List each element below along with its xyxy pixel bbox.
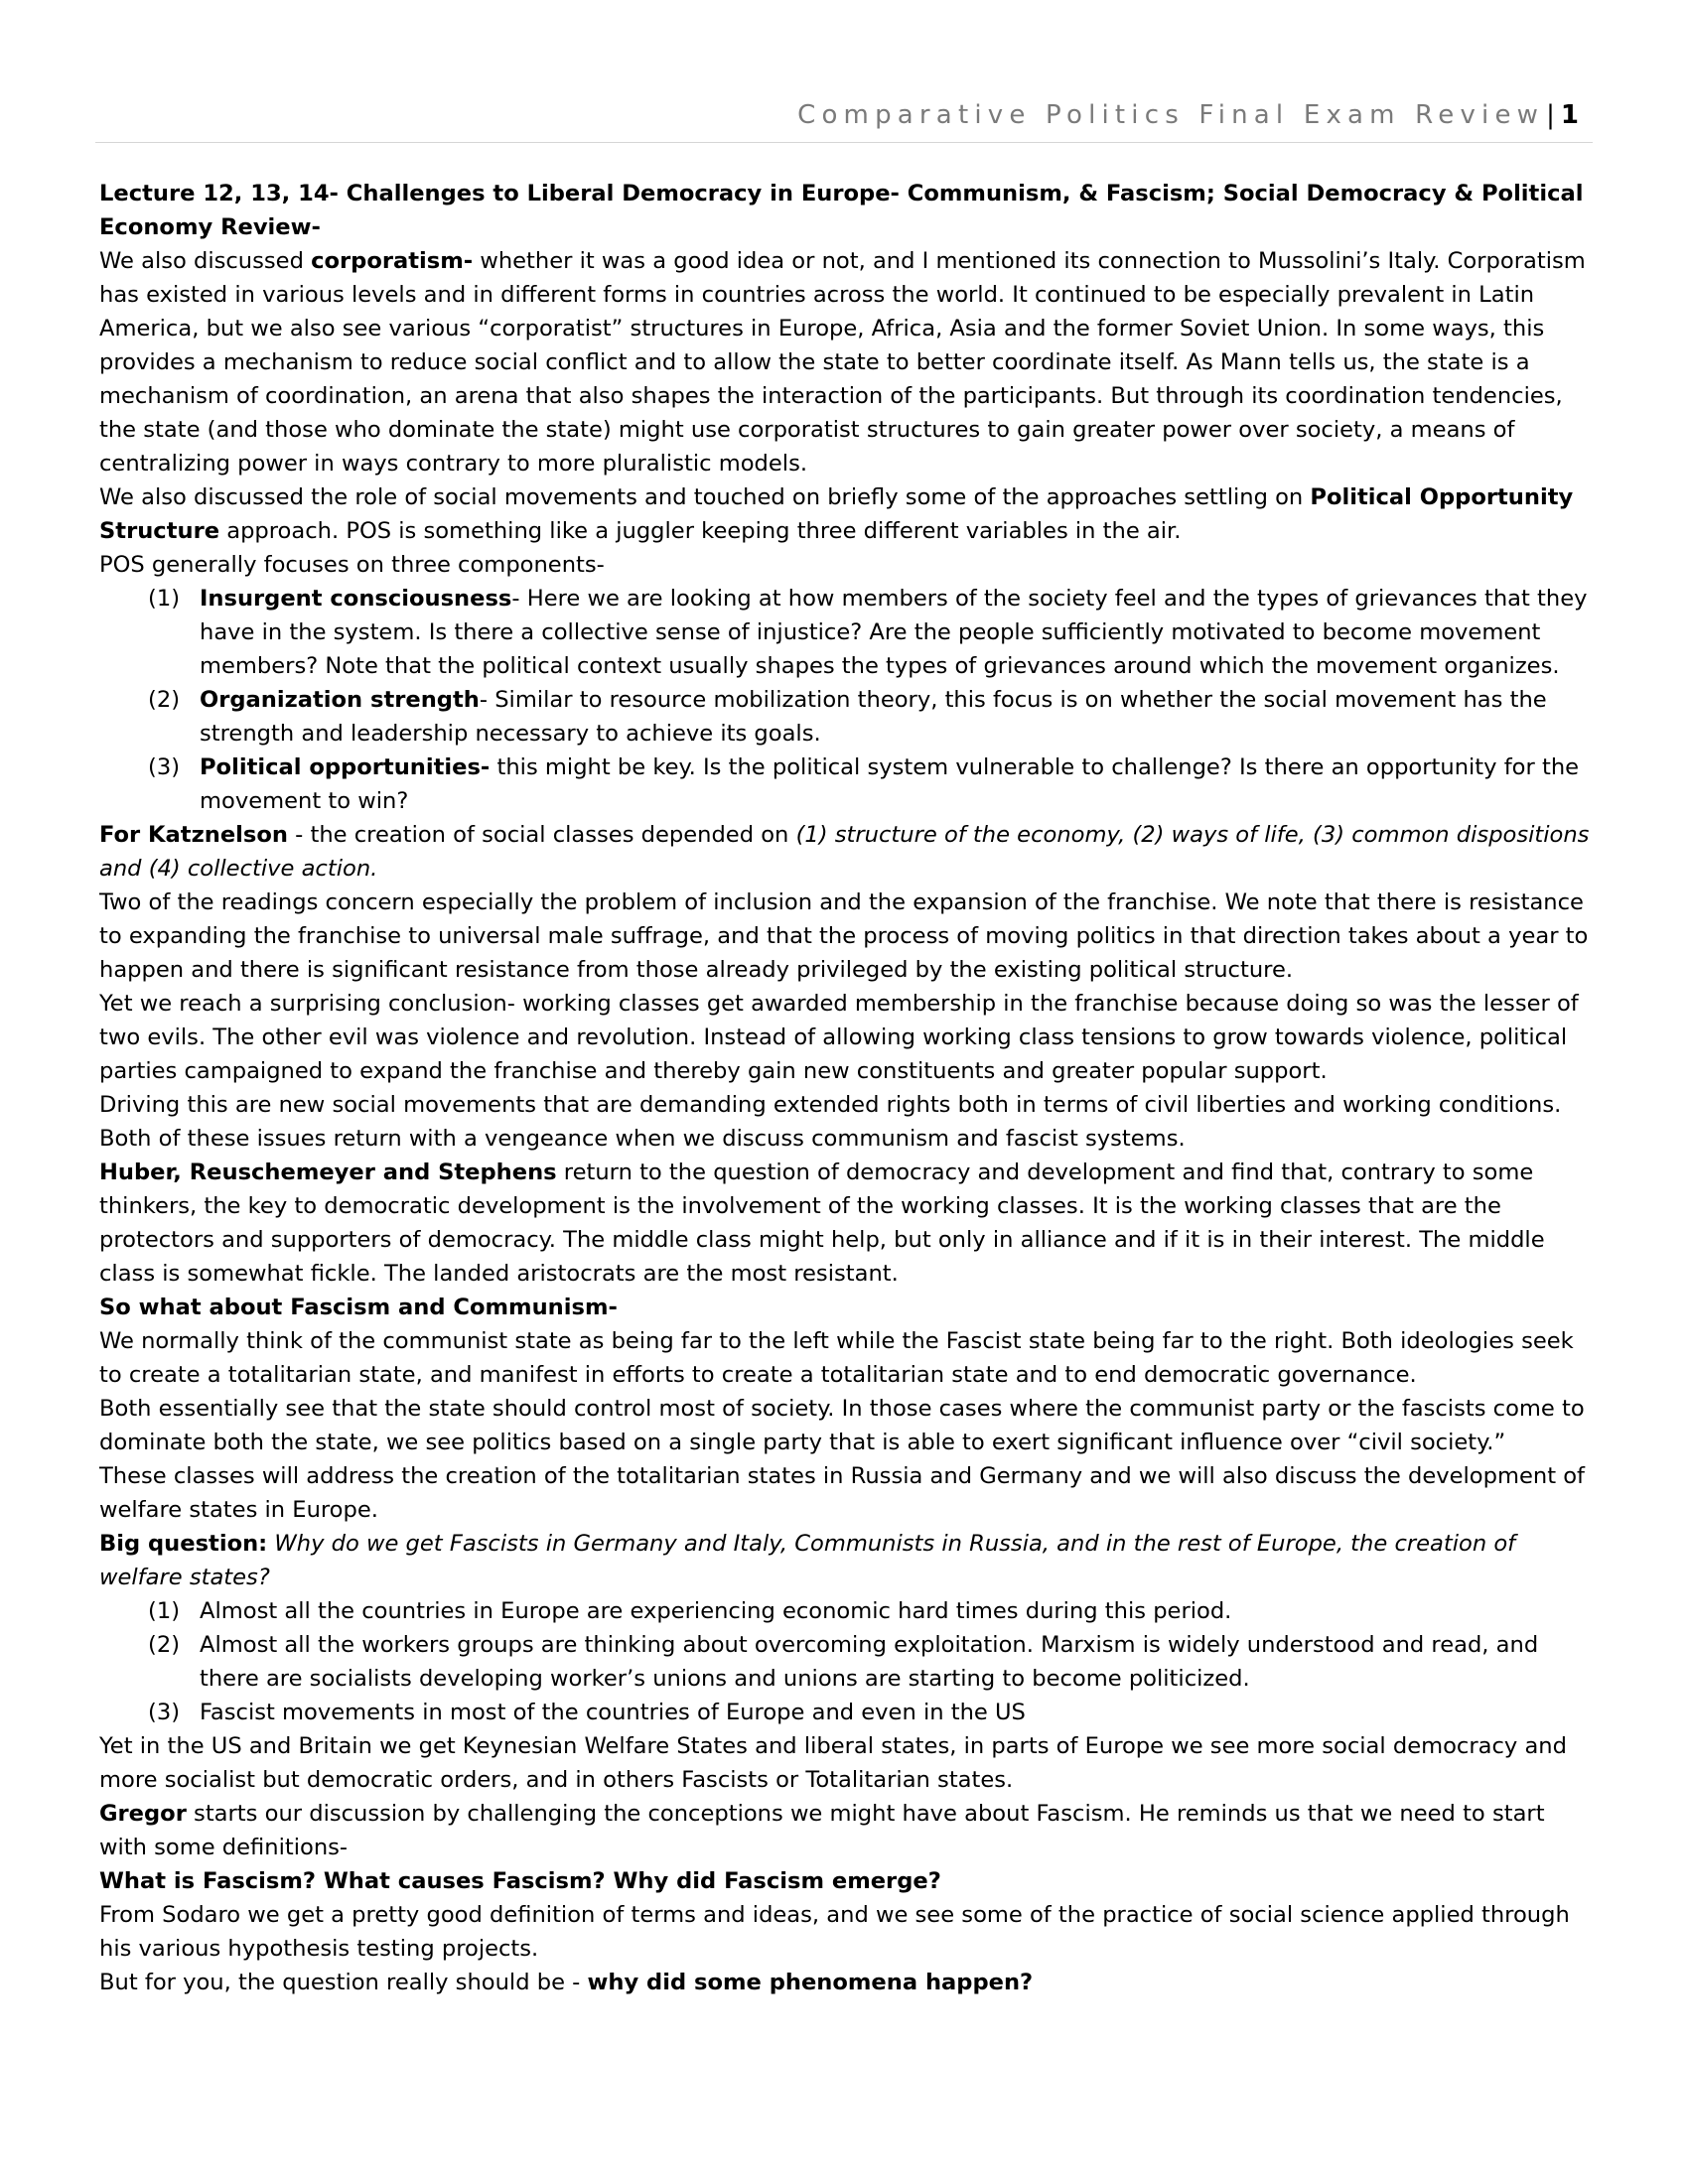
text-run: - Here we are looking at how members of the society feel and the types of grievances that they have in the system. Is there a collective sense of injustice? Are the people sufficiently motivated to become movement members? Note that the political context usually shapes the types of grievances around which the movement organizes.: [200, 586, 1588, 679]
list-number: (1): [148, 1598, 181, 1624]
paragraph-gregor: [99, 1797, 1597, 1864]
paragraph-left-right: We normally think of the communist state as being far to the left while the Fascist state being far to the right. Both ideologies seek to create a totalitarian state, and manifest in efforts to create a totalitarian state and to end democratic governance.: [99, 1328, 1574, 1388]
paragraph-pos-components: POS generally focuses on three components-: [99, 552, 605, 578]
list-number: (3): [148, 1700, 181, 1725]
list-text: Almost all the countries in Europe are experiencing economic hard times during this period.: [200, 1598, 1232, 1624]
paragraph-huber: [99, 1156, 1597, 1291]
list-term: Insurgent consciousness: [200, 586, 512, 612]
paragraph-classes: These classes will address the creation of the totalitarian states in Russia and Germany and we will also discuss the development of welfare states in Europe.: [99, 1463, 1586, 1523]
lecture-heading: Lecture 12, 13, 14- Challenges to Liberal Democracy in Europe- Communism, & Fascism; Social Democracy & Political Economy Review-: [99, 181, 1584, 240]
text-run: - Similar to resource mobilization theory, this focus is on whether the social movement has the strength and leadership necessary to achieve its goals.: [200, 687, 1547, 747]
subheading-fascism-communism: So what about Fascism and Communism-: [99, 1295, 618, 1320]
list-item: [99, 683, 1597, 751]
term-pos: Political Opportunity Structure: [99, 484, 1574, 544]
paragraph-corporatism: [99, 244, 1597, 480]
list-text: [200, 582, 1597, 683]
list-text: Almost all the workers groups are thinking about overcoming exploitation. Marxism is widely understood and read, and there are socialists developing worker’s unions and unions are starting to become politicized.: [200, 1632, 1539, 1692]
header-text: [797, 100, 1579, 130]
text-run: But for you, the question really should be -: [99, 1970, 588, 1995]
list-item: [99, 1696, 1597, 1729]
list-term: Political opportunities-: [200, 754, 491, 780]
document-body: [99, 177, 1597, 1999]
text-run: - the creation of social classes depended on: [287, 822, 796, 848]
italic-run: Why do we get Fascists in Germany and Italy, Communists in Russia, and in the rest of Europe, the creation of welfare states?: [99, 1531, 1516, 1590]
list-text: [200, 751, 1597, 818]
paragraph-big-question: [99, 1527, 1597, 1594]
text-run: whether it was a good idea or not, and I mentioned its connection to Mussolini’s Italy. Corporatism has existed in various levels and in different forms in countries across the world. It continued to be especially prevalent in Latin America, but we also see various “corporatist” structures in Europe, Africa, Asia and the former Soviet Union. In some ways, this provides a mechanism to reduce social conflict and to allow the state to better coordinate itself. As Mann tells us, the state is a mechanism of coordination, an arena that also shapes the interaction of the participants. But through its coordination tendencies, the state (and those who dominate the state) might use corporatist structures to gain greater power over society, a means of centralizing power in ways contrary to more pluralistic models.: [99, 248, 1586, 477]
term-corporatism: corporatism-: [311, 248, 474, 274]
paragraph-katznelson: [99, 818, 1597, 886]
paragraph-sodaro: From Sodaro we get a pretty good definition of terms and ideas, and we see some of the practice of social science applied through his various hypothesis testing projects.: [99, 1902, 1570, 1962]
text-run: approach. POS is something like a juggler keeping three different variables in the air.: [219, 518, 1182, 544]
big-question-list: [99, 1594, 1597, 1729]
list-text: Fascist movements in most of the countries of Europe and even in the US: [200, 1700, 1026, 1725]
text-run: this might be key. Is the political system vulnerable to challenge? Is there an opportunity for the movement to win?: [200, 754, 1580, 814]
term-katznelson: For Katznelson: [99, 822, 288, 848]
italic-run: (1) structure of the economy, (2) ways of life, (3) common dispositions and (4) collective action.: [99, 822, 1590, 882]
page-number: 1: [1560, 100, 1579, 130]
term-final-question: why did some phenomena happen?: [587, 1970, 1034, 1995]
subheading-what-is-fascism: What is Fascism? What causes Fascism? Why did Fascism emerge?: [99, 1868, 941, 1894]
paragraph-final-question: [99, 1966, 1597, 1999]
term-big-question: Big question:: [99, 1531, 268, 1557]
list-number: (3): [148, 754, 181, 780]
term-huber: Huber, Reuschemeyer and Stephens: [99, 1160, 557, 1185]
list-item: [99, 1628, 1597, 1696]
paragraph-conclusion: Yet we reach a surprising conclusion- working classes get awarded membership in the franchise because doing so was the lesser of two evils. The other evil was violence and revolution. Instead of allowing working class tensions to grow towards violence, political parties campaigned to expand the franchise and thereby gain new constituents and greater popular support.: [99, 991, 1579, 1084]
text-run: We also discussed the role of social movements and touched on briefly some of the approaches settling on: [99, 484, 1311, 510]
list-item: [99, 1594, 1597, 1628]
text-run: We also discussed: [99, 248, 312, 274]
pos-components-list: [99, 582, 1597, 818]
paragraph-state-control: Both essentially see that the state should control most of society. In those cases where the communist party or the fascists come to dominate both the state, we see politics based on a single party that is able to exert significant influence over “civil society.”: [99, 1396, 1585, 1455]
page-header: [95, 96, 1593, 143]
text-run: return to the question of democracy and development and find that, contrary to some thinkers, the key to democratic development is the involvement of the working classes. It is the working classes that are the protectors and supporters of democracy. The middle class might help, but only in alliance and if it is in their interest. The middle class is somewhat fickle. The landed aristocrats are the most resistant.: [99, 1160, 1545, 1287]
header-title: Comparative Politics Final Exam Review: [797, 100, 1545, 130]
term-gregor: Gregor: [99, 1801, 187, 1827]
list-item: [99, 582, 1597, 683]
text-run: starts our discussion by challenging the conceptions we might have about Fascism. He reminds us that we need to start with some definitions-: [99, 1801, 1545, 1860]
paragraph-keynesian: Yet in the US and Britain we get Keynesian Welfare States and liberal states, in parts of Europe we see more social democracy and more socialist but democratic orders, and in others Fascists or Totalitarian states.: [99, 1733, 1567, 1793]
list-item: [99, 751, 1597, 818]
list-text: [200, 683, 1597, 751]
list-number: (2): [148, 687, 181, 713]
paragraph-pos-intro: [99, 480, 1597, 548]
list-term: Organization strength: [200, 687, 480, 713]
list-number: (2): [148, 1632, 181, 1658]
header-separator: |: [1546, 100, 1555, 130]
list-number: (1): [148, 586, 181, 612]
paragraph-social-movements: Driving this are new social movements that are demanding extended rights both in terms of civil liberties and working conditions. Both of these issues return with a vengeance when we discuss communism and fascist systems.: [99, 1092, 1562, 1152]
paragraph-franchise: Two of the readings concern especially the problem of inclusion and the expansion of the franchise. We note that there is resistance to expanding the franchise to universal male suffrage, and that the process of moving politics in that direction takes about a year to happen and there is significant resistance from those already privileged by the existing political structure.: [99, 889, 1589, 983]
